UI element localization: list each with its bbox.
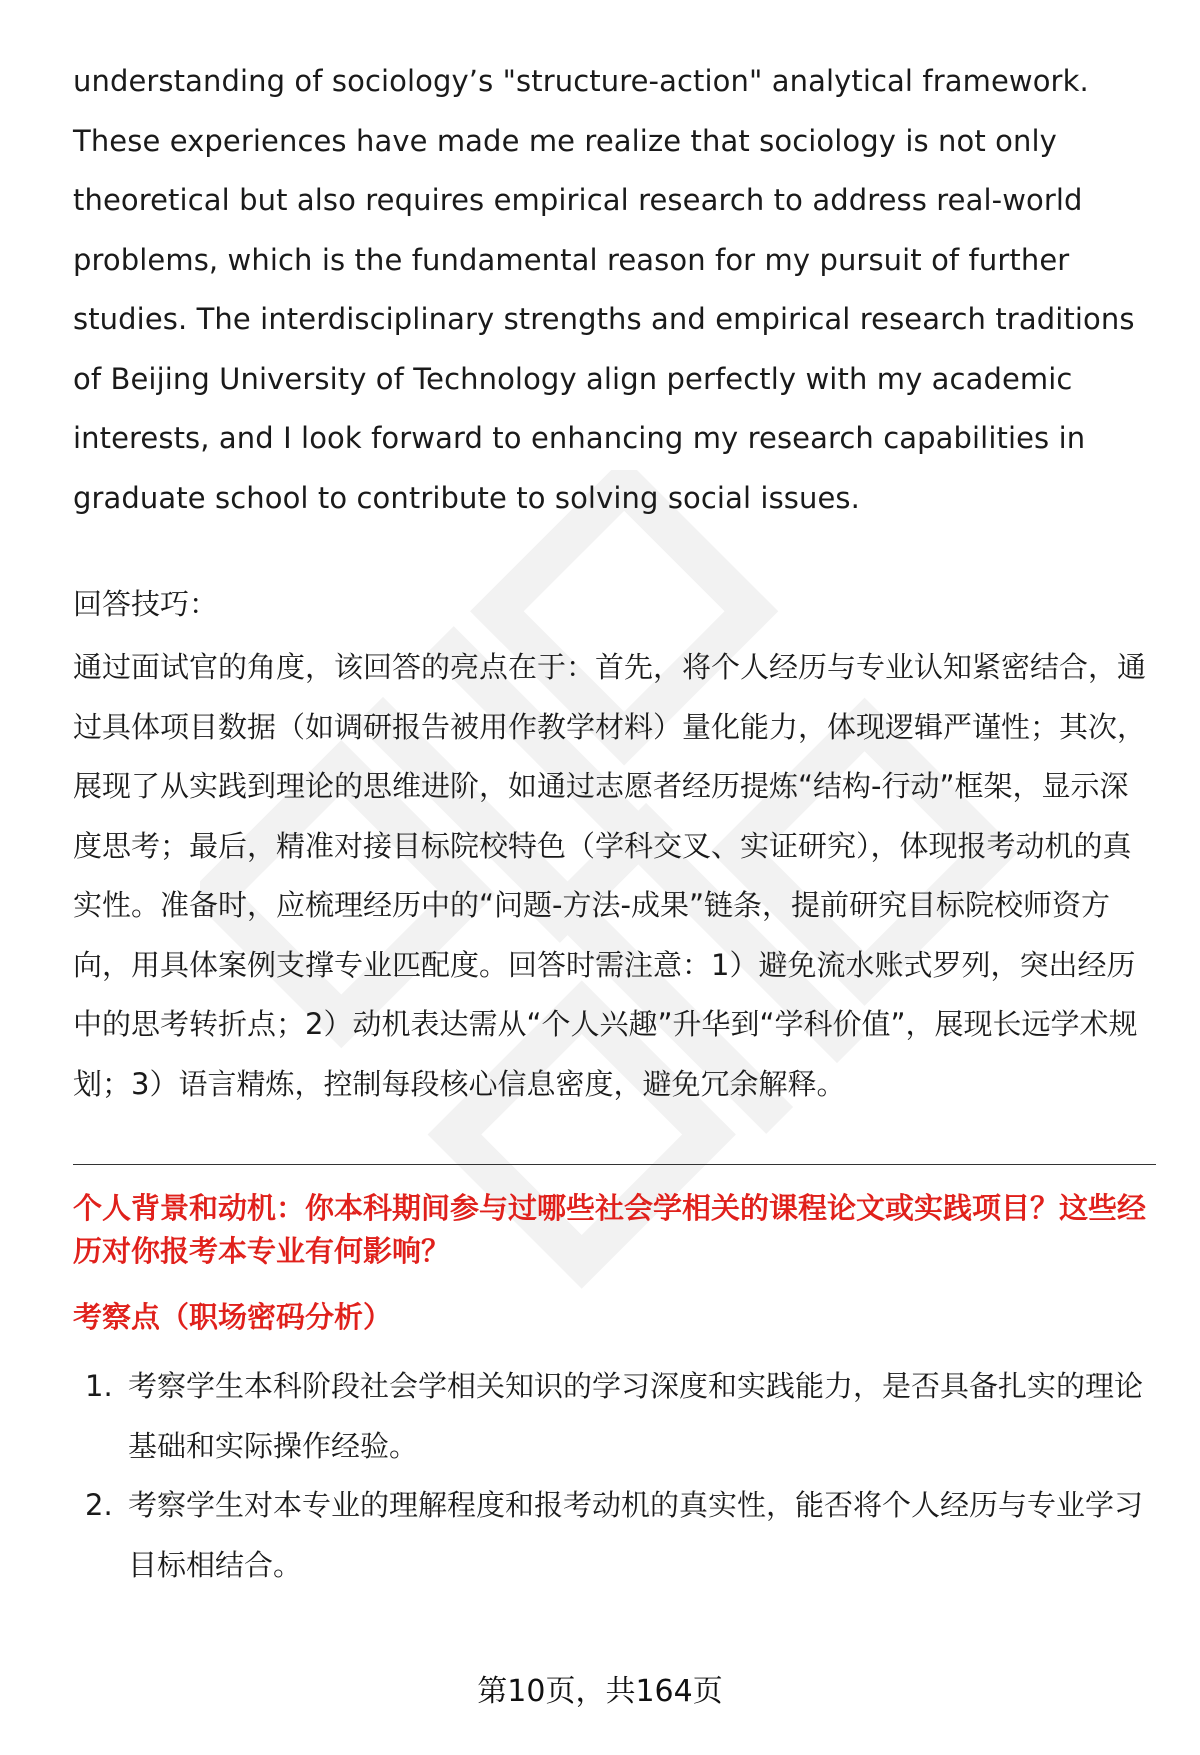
tips-heading: 回答技巧： bbox=[73, 587, 219, 621]
list-item bbox=[73, 1476, 1156, 1595]
question-heading: 个人背景和动机：你本科期间参与过哪些社会学相关的课程论文或实践项目？这些经历对你报考本专业有何影响？ bbox=[73, 1191, 1147, 1268]
page-footer: 第10页，共164页 bbox=[477, 1674, 723, 1709]
answer-paragraph-en: understanding of sociology’s "structure-action" analytical framework. These experiences have made me realize that sociology is not only theoretical but also requires empirical research to address real-world problems, which is the fundamental reason for my pursuit of further studies. The interdisciplinary strengths and empirical research traditions of Beijing University of Technology align perfectly with my academic interests, and I look forward to enhancing my research capabilities in graduate school to contribute to solving social issues. bbox=[73, 64, 1135, 515]
list-item-number: 1. bbox=[85, 1369, 113, 1403]
list-item-text: 考察学生对本专业的理解程度和报考动机的真实性，能否将个人经历与专业学习目标相结合。 bbox=[128, 1488, 1144, 1582]
assessment-points-list bbox=[73, 1357, 1156, 1595]
section-divider bbox=[73, 1164, 1156, 1165]
list-item-number: 2. bbox=[85, 1488, 113, 1522]
section-title: 考察点（职场密码分析） bbox=[73, 1300, 393, 1334]
document-page bbox=[73, 52, 1156, 1595]
tips-body: 通过面试官的角度，该回答的亮点在于：首先，将个人经历与专业认知紧密结合，通过具体项目数据（如调研报告被用作教学材料）量化能力，体现逻辑严谨性；其次，展现了从实践到理论的思维进阶，如通过志愿者经历提炼“结构-行动”框架，显示深度思考；最后，精准对接目标院校特色（学科交叉、实证研究），体现报考动机的真实性。准备时，应梳理经历中的“问题-方法-成果”链条，提前研究目标院校师资方向，用具体案例支撑专业匹配度。回答时需注意：1）避免流水账式罗列，突出经历中的思考转折点；2）动机表达需从“个人兴趣”升华到“学科价值”，展现长远学术规划；3）语言精炼，控制每段核心信息密度，避免冗余解释。 bbox=[73, 650, 1147, 1101]
list-item bbox=[73, 1357, 1156, 1476]
list-item-text: 考察学生本科阶段社会学相关知识的学习深度和实践能力，是否具备扎实的理论基础和实际操作经验。 bbox=[128, 1369, 1144, 1463]
